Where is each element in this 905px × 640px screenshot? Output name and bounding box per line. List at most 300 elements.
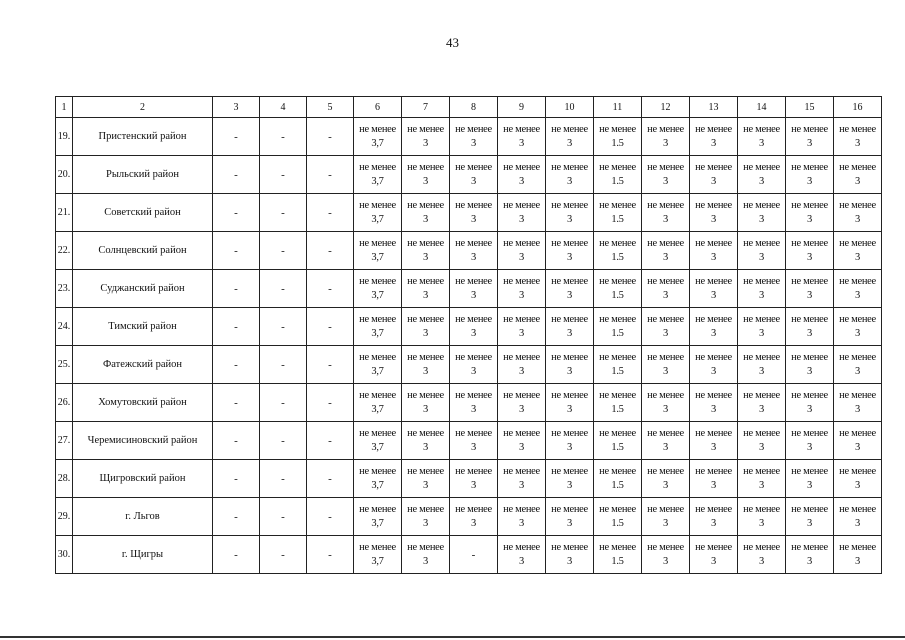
value-cell xyxy=(738,384,786,422)
value-cell xyxy=(546,384,594,422)
value-prefix: не менее xyxy=(791,199,828,211)
column-header: 15 xyxy=(786,97,834,118)
value-prefix: не менее xyxy=(455,123,492,135)
district-name: Фатежский район xyxy=(73,346,213,384)
value-prefix: не менее xyxy=(647,313,684,325)
value-cell: - xyxy=(307,270,354,308)
value-prefix: не менее xyxy=(503,541,540,553)
value-cell: - xyxy=(213,346,260,384)
value-prefix: не менее xyxy=(551,161,588,173)
value-prefix: не менее xyxy=(599,351,636,363)
value-prefix: не менее xyxy=(455,465,492,477)
value-number: 3,7 xyxy=(371,479,384,491)
value-cell xyxy=(594,156,642,194)
value-cell: - xyxy=(307,194,354,232)
value-cell xyxy=(402,498,450,536)
value-cell xyxy=(786,308,834,346)
value-number: 3 xyxy=(759,403,764,415)
value-number: 3 xyxy=(807,479,812,491)
value-number: 3 xyxy=(423,213,428,225)
value-cell xyxy=(594,384,642,422)
value-cell xyxy=(834,422,882,460)
value-cell xyxy=(834,536,882,574)
value-cell xyxy=(450,232,498,270)
value-cell xyxy=(834,118,882,156)
value-cell: - xyxy=(213,194,260,232)
value-cell xyxy=(402,422,450,460)
value-number: 3 xyxy=(807,213,812,225)
value-prefix: не менее xyxy=(407,427,444,439)
value-number: 3 xyxy=(519,213,524,225)
value-number: 3 xyxy=(711,403,716,415)
value-cell: - xyxy=(307,232,354,270)
value-cell: - xyxy=(450,536,498,574)
value-number: 3,7 xyxy=(371,555,384,567)
value-cell xyxy=(498,308,546,346)
value-prefix: не менее xyxy=(359,161,396,173)
value-cell xyxy=(546,270,594,308)
value-cell xyxy=(738,460,786,498)
value-prefix: не менее xyxy=(551,541,588,553)
value-prefix: не менее xyxy=(359,123,396,135)
value-prefix: не менее xyxy=(839,465,876,477)
value-prefix: не менее xyxy=(599,313,636,325)
value-cell xyxy=(642,308,690,346)
value-number: 3,7 xyxy=(371,441,384,453)
value-cell xyxy=(498,232,546,270)
value-number: 3 xyxy=(567,213,572,225)
value-number: 3 xyxy=(567,517,572,529)
value-cell xyxy=(738,156,786,194)
column-header: 8 xyxy=(450,97,498,118)
value-cell xyxy=(786,384,834,422)
value-number: 3 xyxy=(519,555,524,567)
value-number: 3 xyxy=(711,137,716,149)
value-prefix: не менее xyxy=(695,123,732,135)
value-number: 3 xyxy=(855,365,860,377)
value-cell xyxy=(450,346,498,384)
value-cell xyxy=(594,460,642,498)
value-cell xyxy=(546,308,594,346)
value-number: 3 xyxy=(519,517,524,529)
value-number: 3 xyxy=(471,175,476,187)
value-number: 3 xyxy=(759,365,764,377)
norms-table xyxy=(55,96,882,574)
value-cell xyxy=(642,118,690,156)
value-prefix: не менее xyxy=(695,503,732,515)
value-cell xyxy=(354,460,402,498)
value-prefix: не менее xyxy=(647,389,684,401)
value-number: 3 xyxy=(663,137,668,149)
value-cell xyxy=(786,232,834,270)
value-cell xyxy=(834,346,882,384)
value-number: 1.5 xyxy=(611,289,624,301)
value-number: 3 xyxy=(711,327,716,339)
table-row xyxy=(56,384,882,422)
table-row xyxy=(56,156,882,194)
value-cell xyxy=(450,460,498,498)
value-cell xyxy=(834,460,882,498)
value-number: 3 xyxy=(711,289,716,301)
value-prefix: не менее xyxy=(791,313,828,325)
value-cell xyxy=(642,460,690,498)
value-prefix: не менее xyxy=(695,161,732,173)
value-number: 3 xyxy=(711,517,716,529)
row-number: 28. xyxy=(56,460,73,498)
value-cell xyxy=(834,232,882,270)
row-number: 29. xyxy=(56,498,73,536)
value-prefix: не менее xyxy=(743,313,780,325)
value-cell xyxy=(690,536,738,574)
value-prefix: не менее xyxy=(407,123,444,135)
value-number: 3 xyxy=(663,213,668,225)
value-cell xyxy=(450,384,498,422)
value-prefix: не менее xyxy=(647,275,684,287)
district-name: Рыльский район xyxy=(73,156,213,194)
value-cell xyxy=(642,498,690,536)
value-prefix: не менее xyxy=(839,161,876,173)
value-number: 3 xyxy=(471,479,476,491)
value-prefix: не менее xyxy=(791,351,828,363)
value-cell xyxy=(402,384,450,422)
value-number: 3 xyxy=(807,403,812,415)
value-cell xyxy=(354,422,402,460)
value-cell xyxy=(402,118,450,156)
value-prefix: не менее xyxy=(551,237,588,249)
value-prefix: не менее xyxy=(503,389,540,401)
value-cell xyxy=(642,156,690,194)
value-cell xyxy=(786,118,834,156)
value-cell xyxy=(738,498,786,536)
value-prefix: не менее xyxy=(599,161,636,173)
value-number: 3 xyxy=(663,441,668,453)
value-prefix: не менее xyxy=(647,123,684,135)
table-row xyxy=(56,422,882,460)
value-prefix: не менее xyxy=(599,123,636,135)
value-number: 3 xyxy=(423,441,428,453)
value-cell xyxy=(402,460,450,498)
table-row xyxy=(56,460,882,498)
value-number: 3 xyxy=(423,289,428,301)
value-cell xyxy=(546,536,594,574)
value-prefix: не менее xyxy=(455,313,492,325)
value-prefix: не менее xyxy=(359,389,396,401)
value-cell: - xyxy=(260,308,307,346)
value-number: 3 xyxy=(807,327,812,339)
row-number: 21. xyxy=(56,194,73,232)
value-cell xyxy=(594,498,642,536)
district-name: Хомутовский район xyxy=(73,384,213,422)
value-cell: - xyxy=(213,498,260,536)
page-number: 43 xyxy=(446,35,459,50)
value-number: 3,7 xyxy=(371,517,384,529)
value-cell xyxy=(642,422,690,460)
column-header: 7 xyxy=(402,97,450,118)
value-number: 3 xyxy=(423,137,428,149)
district-name: Солнцевский район xyxy=(73,232,213,270)
value-number: 3 xyxy=(711,175,716,187)
value-prefix: не менее xyxy=(695,465,732,477)
value-number: 3,7 xyxy=(371,137,384,149)
value-prefix: не менее xyxy=(503,161,540,173)
value-prefix: не менее xyxy=(743,161,780,173)
value-prefix: не менее xyxy=(551,503,588,515)
value-number: 3 xyxy=(471,251,476,263)
value-cell xyxy=(498,536,546,574)
value-cell xyxy=(498,498,546,536)
value-prefix: не менее xyxy=(503,199,540,211)
value-cell: - xyxy=(260,156,307,194)
value-prefix: не менее xyxy=(599,541,636,553)
value-prefix: не менее xyxy=(839,199,876,211)
value-number: 3 xyxy=(567,403,572,415)
value-prefix: не менее xyxy=(359,313,396,325)
value-cell: - xyxy=(260,422,307,460)
value-number: 3 xyxy=(663,517,668,529)
value-prefix: не менее xyxy=(791,237,828,249)
value-number: 3 xyxy=(807,517,812,529)
value-cell xyxy=(546,118,594,156)
value-cell: - xyxy=(307,308,354,346)
value-cell xyxy=(450,308,498,346)
value-cell xyxy=(738,536,786,574)
value-prefix: не менее xyxy=(839,389,876,401)
value-cell xyxy=(354,498,402,536)
value-prefix: не менее xyxy=(647,161,684,173)
value-cell: - xyxy=(260,346,307,384)
value-prefix: не менее xyxy=(551,389,588,401)
table-row xyxy=(56,536,882,574)
value-number: 3 xyxy=(711,213,716,225)
value-number: 3 xyxy=(423,365,428,377)
value-prefix: не менее xyxy=(455,161,492,173)
value-prefix: не менее xyxy=(455,275,492,287)
value-prefix: не менее xyxy=(407,199,444,211)
value-cell xyxy=(642,536,690,574)
value-prefix: не менее xyxy=(503,351,540,363)
value-prefix: не менее xyxy=(503,313,540,325)
value-number: 3 xyxy=(759,213,764,225)
value-number: 3 xyxy=(759,251,764,263)
value-prefix: не менее xyxy=(359,465,396,477)
value-number: 3,7 xyxy=(371,213,384,225)
value-cell xyxy=(402,536,450,574)
value-prefix: не менее xyxy=(455,351,492,363)
value-cell xyxy=(498,422,546,460)
value-number: 3 xyxy=(423,479,428,491)
value-cell: - xyxy=(307,460,354,498)
value-number: 3,7 xyxy=(371,365,384,377)
value-prefix: не менее xyxy=(599,199,636,211)
value-number: 3 xyxy=(471,137,476,149)
value-cell: - xyxy=(307,118,354,156)
value-number: 3 xyxy=(471,289,476,301)
value-number: 3,7 xyxy=(371,251,384,263)
value-cell xyxy=(834,308,882,346)
value-prefix: не менее xyxy=(839,275,876,287)
value-cell xyxy=(738,232,786,270)
value-number: 3 xyxy=(807,441,812,453)
value-prefix: не менее xyxy=(503,123,540,135)
value-cell xyxy=(594,118,642,156)
column-header: 9 xyxy=(498,97,546,118)
value-number: 3 xyxy=(471,441,476,453)
value-number: 3 xyxy=(759,517,764,529)
value-cell: - xyxy=(307,498,354,536)
value-number: 3 xyxy=(471,213,476,225)
value-cell: - xyxy=(307,422,354,460)
value-prefix: не менее xyxy=(503,465,540,477)
value-prefix: не менее xyxy=(839,313,876,325)
value-cell xyxy=(642,384,690,422)
value-number: 3 xyxy=(807,175,812,187)
value-cell xyxy=(354,308,402,346)
value-prefix: не менее xyxy=(599,427,636,439)
value-prefix: не менее xyxy=(695,541,732,553)
value-cell xyxy=(546,498,594,536)
value-number: 3 xyxy=(471,403,476,415)
value-prefix: не менее xyxy=(695,199,732,211)
value-number: 3 xyxy=(567,441,572,453)
value-cell xyxy=(690,384,738,422)
value-cell: - xyxy=(260,498,307,536)
value-prefix: не менее xyxy=(839,541,876,553)
value-prefix: не менее xyxy=(695,237,732,249)
district-name: г. Льгов xyxy=(73,498,213,536)
district-name: Суджанский район xyxy=(73,270,213,308)
value-cell: - xyxy=(307,536,354,574)
value-cell xyxy=(690,308,738,346)
value-prefix: не менее xyxy=(743,465,780,477)
value-number: 1.5 xyxy=(611,251,624,263)
value-cell: - xyxy=(213,270,260,308)
value-prefix: не менее xyxy=(791,427,828,439)
value-cell xyxy=(354,156,402,194)
value-cell xyxy=(834,156,882,194)
value-prefix: не менее xyxy=(839,503,876,515)
row-number: 19. xyxy=(56,118,73,156)
value-prefix: не менее xyxy=(359,541,396,553)
value-cell: - xyxy=(213,460,260,498)
value-number: 3 xyxy=(423,175,428,187)
value-number: 3 xyxy=(519,251,524,263)
value-cell xyxy=(498,460,546,498)
value-number: 3 xyxy=(519,289,524,301)
value-number: 3 xyxy=(855,555,860,567)
value-prefix: не менее xyxy=(647,351,684,363)
value-cell xyxy=(450,498,498,536)
value-prefix: не менее xyxy=(551,123,588,135)
value-prefix: не менее xyxy=(791,541,828,553)
value-prefix: не менее xyxy=(647,427,684,439)
value-prefix: не менее xyxy=(743,351,780,363)
page-bottom-rule xyxy=(0,636,905,638)
value-cell xyxy=(690,498,738,536)
value-prefix: не менее xyxy=(839,427,876,439)
district-name: Пристенский район xyxy=(73,118,213,156)
value-number: 3 xyxy=(663,403,668,415)
value-prefix: не менее xyxy=(551,313,588,325)
value-cell: - xyxy=(213,384,260,422)
value-cell xyxy=(690,346,738,384)
row-number: 30. xyxy=(56,536,73,574)
district-name: г. Щигры xyxy=(73,536,213,574)
value-cell xyxy=(498,118,546,156)
value-number: 3 xyxy=(855,441,860,453)
value-prefix: не менее xyxy=(791,465,828,477)
value-number: 1.5 xyxy=(611,365,624,377)
value-number: 3 xyxy=(855,479,860,491)
value-cell xyxy=(594,536,642,574)
value-cell xyxy=(834,194,882,232)
value-number: 3 xyxy=(807,555,812,567)
value-number: 3 xyxy=(567,555,572,567)
value-cell xyxy=(354,346,402,384)
value-number: 3 xyxy=(855,289,860,301)
value-cell xyxy=(450,194,498,232)
value-prefix: не менее xyxy=(455,427,492,439)
value-cell xyxy=(498,156,546,194)
value-prefix: не менее xyxy=(407,237,444,249)
value-prefix: не менее xyxy=(359,275,396,287)
value-cell xyxy=(690,156,738,194)
value-number: 1.5 xyxy=(611,517,624,529)
row-number: 23. xyxy=(56,270,73,308)
value-number: 3 xyxy=(711,479,716,491)
value-number: 3 xyxy=(663,555,668,567)
value-cell: - xyxy=(213,308,260,346)
value-number: 3 xyxy=(423,251,428,263)
value-cell xyxy=(690,118,738,156)
value-prefix: не менее xyxy=(359,199,396,211)
value-cell xyxy=(642,232,690,270)
value-number: 1.5 xyxy=(611,555,624,567)
value-number: 3 xyxy=(711,365,716,377)
value-prefix: не менее xyxy=(455,199,492,211)
value-cell: - xyxy=(307,346,354,384)
value-prefix: не менее xyxy=(695,275,732,287)
table-row xyxy=(56,498,882,536)
row-number: 27. xyxy=(56,422,73,460)
value-number: 3 xyxy=(663,289,668,301)
value-number: 3 xyxy=(423,517,428,529)
value-prefix: не менее xyxy=(599,275,636,287)
value-prefix: не менее xyxy=(647,541,684,553)
value-prefix: не менее xyxy=(407,275,444,287)
value-number: 3,7 xyxy=(371,289,384,301)
value-cell: - xyxy=(260,384,307,422)
value-cell xyxy=(594,270,642,308)
value-prefix: не менее xyxy=(695,351,732,363)
value-number: 3 xyxy=(759,289,764,301)
value-cell xyxy=(402,232,450,270)
value-prefix: не менее xyxy=(551,275,588,287)
value-number: 3 xyxy=(663,251,668,263)
value-number: 3 xyxy=(807,137,812,149)
value-cell xyxy=(786,270,834,308)
value-cell: - xyxy=(260,460,307,498)
value-cell xyxy=(546,156,594,194)
value-cell xyxy=(642,194,690,232)
column-header: 2 xyxy=(73,97,213,118)
value-cell xyxy=(786,498,834,536)
table-row xyxy=(56,270,882,308)
value-prefix: не менее xyxy=(743,389,780,401)
value-number: 3 xyxy=(519,403,524,415)
value-prefix: не менее xyxy=(791,275,828,287)
value-prefix: не менее xyxy=(839,237,876,249)
value-prefix: не менее xyxy=(407,503,444,515)
